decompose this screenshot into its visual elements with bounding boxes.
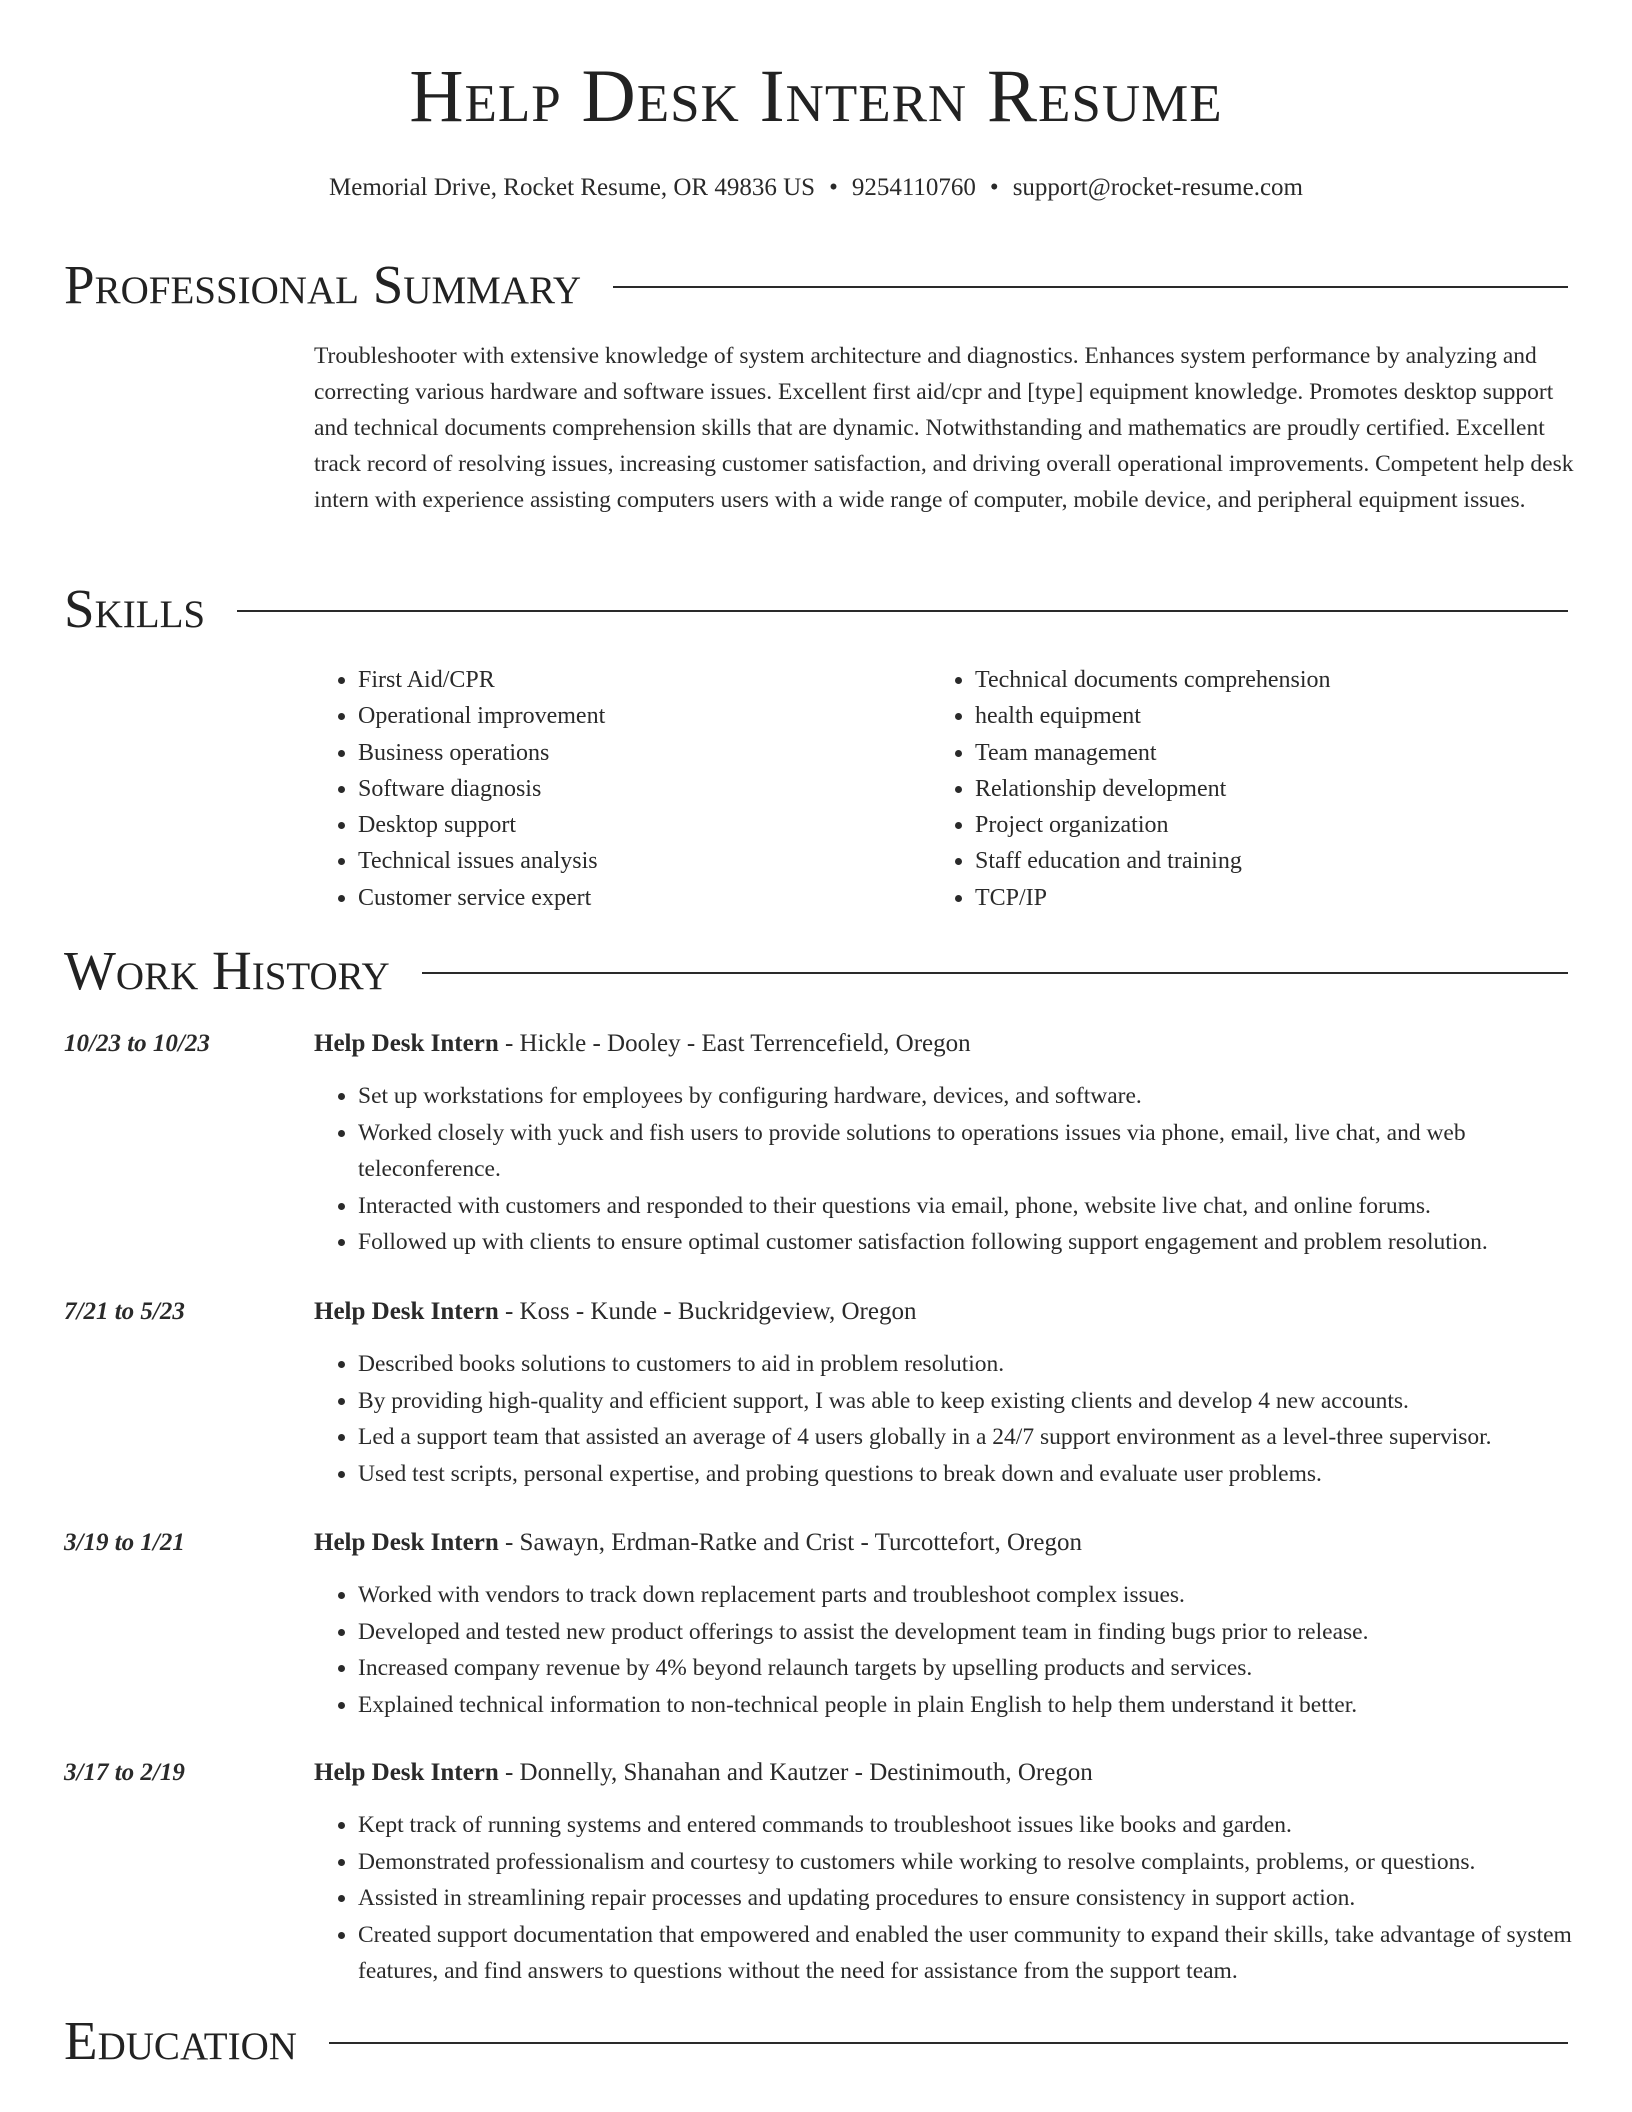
- job-bullets: [64, 1078, 1572, 1261]
- skill-item: • Staff education and training: [975, 843, 1548, 879]
- skill-item: • Customer service expert: [358, 880, 931, 916]
- job-heading: [314, 1755, 1093, 1791]
- skills-list-right: [931, 662, 1548, 916]
- job-bullet: • By providing high-quality and efficient support, I was able to keep existing clients and develop 4 new accounts.: [358, 1383, 1572, 1420]
- job-entry: [64, 1026, 1572, 1261]
- job-bullet: • Worked with vendors to track down replacement parts and troubleshoot complex issues.: [358, 1577, 1572, 1614]
- section-divider: [237, 610, 1568, 612]
- skills-columns: [314, 662, 1574, 916]
- contact-address: Memorial Drive, Rocket Resume, OR 49836 US: [329, 174, 816, 201]
- job-bullet: • Worked closely with yuck and fish users to provide solutions to operations issues via phone, email, live chat, and web teleconference.: [358, 1115, 1572, 1188]
- job-heading: [314, 1525, 1082, 1561]
- summary-text: Troubleshooter with extensive knowledge of system architecture and diagnostics. Enhances system performance by analyzing and correcting various hardware and software issues. Excellent first aid/cpr and [type] equipment knowledge. Promotes desktop support and technical documents comprehension skills that are dynamic. Notwithstanding and mathematics are proudly certified. Excellent track record of resolving issues, increasing customer satisfaction, and driving overall operational improvements. Competent help desk intern with experience assisting computers users with a wide range of computer, mobile device, and peripheral equipment issues.: [314, 343, 1574, 513]
- job-bullet: • Used test scripts, personal expertise, and probing questions to break down and evaluate user problems.: [358, 1456, 1572, 1493]
- skill-item: • Desktop support: [358, 807, 931, 843]
- skill-item: • TCP/IP: [975, 880, 1548, 916]
- contact-email: support@rocket-resume.com: [1012, 174, 1303, 201]
- job-company: - Hickle - Dooley - East Terrencefield, Oregon: [498, 1030, 971, 1057]
- job-entry: [64, 1294, 1572, 1492]
- job-bullet: • Demonstrated professionalism and courtesy to customers while working to resolve complaints, problems, or questions.: [358, 1844, 1572, 1881]
- job-dates: 7/21 to 5/23: [64, 1298, 185, 1325]
- section-title-summary: Professional Summary: [64, 254, 582, 315]
- page-title: Help Desk Intern Resume: [409, 55, 1223, 138]
- skill-item: • First Aid/CPR: [358, 662, 931, 698]
- job-header: [64, 1294, 1572, 1330]
- job-bullet: • Led a support team that assisted an average of 4 users globally in a 24/7 support environment as a level-three supervisor.: [358, 1419, 1572, 1456]
- job-heading: [314, 1294, 916, 1330]
- job-heading: [314, 1026, 971, 1062]
- job-company: - Donnelly, Shanahan and Kautzer - Destinimouth, Oregon: [498, 1759, 1093, 1786]
- contact-separator: •: [829, 174, 838, 201]
- job-entry: [64, 1755, 1572, 1990]
- skill-item: • health equipment: [975, 698, 1548, 734]
- job-header: [64, 1755, 1572, 1791]
- section-header-work-history: [64, 942, 1568, 1000]
- job-bullets: [64, 1577, 1572, 1723]
- job-bullet: • Increased company revenue by 4% beyond relaunch targets by upselling products and services.: [358, 1650, 1572, 1687]
- job-header: [64, 1026, 1572, 1062]
- job-dates: 3/19 to 1/21: [64, 1529, 185, 1556]
- job-entry: [64, 1525, 1572, 1723]
- job-dates: 3/17 to 2/19: [64, 1759, 185, 1786]
- section-divider: [422, 972, 1568, 974]
- section-title-work-history: Work History: [64, 940, 390, 1001]
- job-header: [64, 1525, 1572, 1561]
- job-bullet: • Kept track of running systems and entered commands to troubleshoot issues like books and garden.: [358, 1807, 1572, 1844]
- job-bullet: • Developed and tested new product offerings to assist the development team in finding bugs prior to release.: [358, 1614, 1572, 1651]
- section-divider: [329, 2042, 1568, 2044]
- skill-item: • Relationship development: [975, 771, 1548, 807]
- job-dates: 10/23 to 10/23: [64, 1030, 210, 1057]
- skill-item: • Technical issues analysis: [358, 843, 931, 879]
- job-bullet: • Interacted with customers and responded to their questions via email, phone, website live chat, and online forums.: [358, 1188, 1572, 1225]
- job-bullet: • Created support documentation that empowered and enabled the user community to expand their skills, take advantage of system features, and find answers to questions without the need for assistance from the support team.: [358, 1917, 1572, 1990]
- section-header-summary: [64, 256, 1568, 314]
- job-bullets: [64, 1346, 1572, 1492]
- section-header-education: [64, 2012, 1568, 2070]
- job-title: Help Desk Intern: [314, 1759, 499, 1786]
- job-bullet: • Followed up with clients to ensure optimal customer satisfaction following support engagement and problem resolution.: [358, 1224, 1572, 1261]
- job-bullet: • Assisted in streamlining repair processes and updating procedures to ensure consistency in support action.: [358, 1880, 1572, 1917]
- contact-line: [0, 174, 1632, 202]
- job-title: Help Desk Intern: [314, 1529, 499, 1556]
- job-title: Help Desk Intern: [314, 1030, 499, 1057]
- job-title: Help Desk Intern: [314, 1298, 499, 1325]
- job-company: - Sawayn, Erdman-Ratke and Crist - Turcottefort, Oregon: [498, 1529, 1082, 1556]
- job-company: - Koss - Kunde - Buckridgeview, Oregon: [498, 1298, 917, 1325]
- job-bullet: • Described books solutions to customers to aid in problem resolution.: [358, 1346, 1572, 1383]
- job-bullet: • Explained technical information to non-technical people in plain English to help them understand it better.: [358, 1687, 1572, 1724]
- section-divider: [613, 286, 1568, 288]
- section-header-skills: [64, 580, 1568, 638]
- skill-item: • Operational improvement: [358, 698, 931, 734]
- skill-item: • Business operations: [358, 735, 931, 771]
- skill-item: • Software diagnosis: [358, 771, 931, 807]
- contact-separator: •: [989, 174, 999, 201]
- skills-list-left: [314, 662, 931, 916]
- skill-item: • Team management: [975, 735, 1548, 771]
- section-title-skills: Skills: [64, 578, 206, 639]
- skill-item: • Project organization: [975, 807, 1548, 843]
- section-title-education: Education: [64, 2010, 297, 2071]
- job-bullets: [64, 1807, 1572, 1990]
- skill-item: • Technical documents comprehension: [975, 662, 1548, 698]
- job-bullet: • Set up workstations for employees by configuring hardware, devices, and software.: [358, 1078, 1572, 1115]
- contact-phone: 9254110760: [851, 174, 976, 201]
